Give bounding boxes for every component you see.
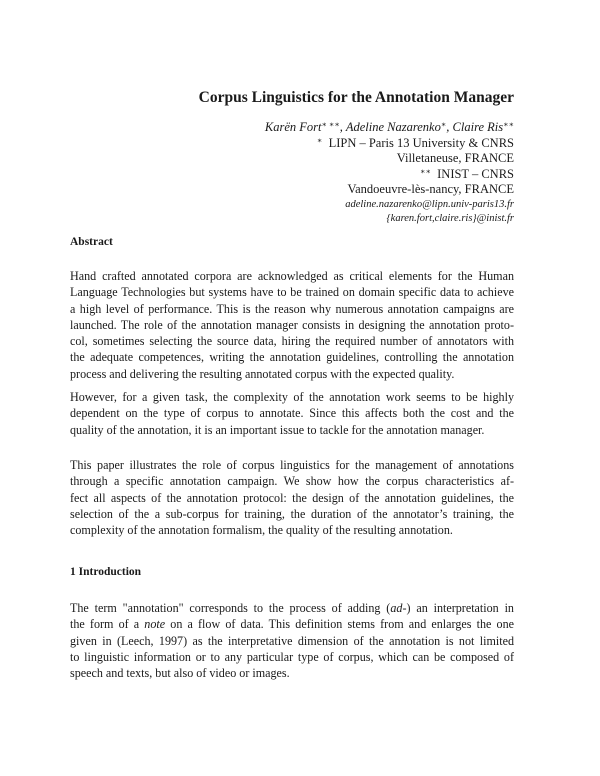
author-names: [154, 120, 514, 136]
text-line: process and delivering the resulting annotated corpus with the expected quality.: [70, 366, 455, 381]
author-ris: Claire Ris: [452, 120, 504, 134]
paper-title: Corpus Linguistics for the Annotation Manager: [198, 89, 514, 106]
text-line: [70, 616, 514, 632]
author-block: [154, 120, 514, 227]
affiliation-inist-mark: ∗∗: [420, 166, 431, 176]
text-run: on a flow of data. This definition stems from and enlarges the one: [165, 617, 514, 632]
text-line: Hand crafted annotated corpora are acknowledged as critical elements for the Human: [70, 269, 514, 283]
email-inist: {karen.fort,claire.ris}@inist.fr: [386, 213, 514, 224]
email-nazarenko: adeline.nazarenko@lipn.univ-paris13.fr: [345, 198, 514, 210]
affiliation-lipn-mark: ∗: [316, 135, 323, 145]
author-nazarenko: Adeline Nazarenko: [345, 120, 441, 134]
italic-term-ad: ad-: [390, 601, 407, 615]
text-line: fect all aspects of the annotation protocol: the design of the annotation guidelines, the: [70, 490, 514, 505]
text-line: to linguistic information or to any particular type of corpus, which can be composed of: [70, 649, 514, 664]
author-nazarenko-mark: ∗: [440, 120, 447, 129]
text-line: complexity of the annotation formalism, the quality of the resulting annotation.: [70, 523, 453, 538]
author-fort: Karën Fort: [264, 120, 322, 134]
affiliation-lipn-city: Villetaneuse, FRANCE: [396, 151, 514, 165]
text-run: ) an interpretation in: [406, 601, 514, 615]
affiliation-lipn-name: LIPN – Paris 13 University & CNRS: [328, 135, 514, 150]
author-ris-mark: ∗∗: [503, 120, 514, 129]
text-line: a high level of performance. This is the reason why numerous annotation campaigns are: [70, 301, 514, 316]
affiliation-inist: [154, 167, 514, 183]
abstract-heading: Abstract: [70, 236, 113, 248]
text-run: the form of a: [70, 617, 145, 632]
abstract-paragraph-2: [70, 389, 514, 438]
text-line: launched. The role of the annotation manager consists in designing the annotation proto-: [70, 317, 514, 332]
text-line: [70, 600, 514, 616]
text-line: through a specific annotation campaign. We show how the corpus characteristics af-: [70, 474, 514, 489]
affiliation-inist-name: INIST – CNRS: [437, 166, 514, 181]
text-line: This paper illustrates the role of corpus linguistics for the management of annotations: [70, 458, 514, 472]
text-line: speech and texts, but also of video or images.: [70, 666, 290, 681]
abstract-paragraph-1: [70, 268, 514, 382]
text-line: dependent on the type of corpus to annotate. Since this affects both the cost and the: [70, 406, 514, 421]
text-line: the adequate competences, writing the annotation guidelines, controlling the annotation: [70, 350, 514, 365]
text-line: col, sometimes selecting the source data, hiring the required number of annotators with: [70, 334, 514, 349]
italic-term-note: note: [144, 617, 166, 632]
introduction-paragraph: [70, 600, 514, 681]
author-separator: ,: [339, 120, 346, 134]
text-line: quality of the annotation, it is an important issue to tackle for the annotation manager.: [70, 422, 485, 437]
author-fort-mark: ∗ ∗∗: [321, 120, 340, 129]
affiliation-inist-city: Vandoeuvre-lès-nancy, FRANCE: [347, 182, 514, 196]
text-run: The term "annotation" corresponds to the process of adding (: [70, 601, 391, 615]
abstract-paragraph-3: [70, 457, 514, 538]
text-line: selection of the a sub-corpus for training, the duration of the annotator’s training, the: [70, 506, 514, 521]
text-line: Language Technologies but systems have to be trained on domain specific data to achieve: [70, 285, 514, 300]
introduction-heading: 1 Introduction: [70, 566, 142, 578]
text-line: However, for a given task, the complexity of the annotation work seems to be highly: [70, 390, 514, 404]
text-line: given in (Leech, 1997) as the interpretative dimension of the annotation is not limited: [70, 633, 514, 648]
author-separator: ,: [446, 120, 453, 134]
affiliation-lipn: [154, 136, 514, 152]
